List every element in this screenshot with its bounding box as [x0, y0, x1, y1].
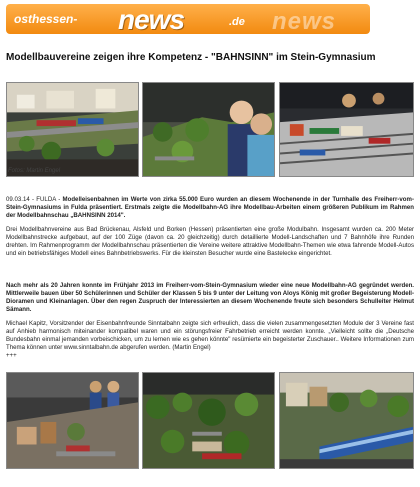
- article-lead-text: Modelleisenbahnen im Werte von zirka 55.000 Euro wurden an diesem Wochenende in der Turnhalle des Freiherr-vom-Stein-Gymnasiums in Fulda präsentiert. Erstmals zeigte die Modellbahn-AG ihre Modellbau-Arbeiten einem größeren Publikum im Rahmen der Modellbahnschau „BAHNSINN 2014".: [6, 196, 414, 219]
- logo-watermark: news: [272, 8, 337, 34]
- logo-tld: .de: [229, 16, 245, 28]
- photo-visitors-at-layout: [6, 372, 139, 469]
- site-logo[interactable]: [6, 4, 370, 34]
- article-paragraph-4: [6, 320, 414, 360]
- article-end-marker: +++: [6, 352, 17, 359]
- photo-model-railway-layout: [6, 82, 139, 177]
- photo-blue-train: [279, 372, 414, 469]
- article-dateline: 09.03.14 - FULDA -: [6, 196, 63, 203]
- article-paragraph-2: Drei Modellbahnvereine aus Bad Brückenau, Alsfeld und Borken (Hessen) präsentierten eine große Modulbahn. Insgesamt wurden ca. 200 Meter Modellbahnstrecke aufgebaut, auf der 100 Züge (davon ca. 20 gleichzeitig) durch detaillierte Modell-Landschaften und 7 Bahnhöfe ihre Runden drehten. Im Rahmenprogramm der Modellbahnschau präsentierten die Vereine weitere attraktive Modellbahn-Themen wie etwa fahrende Modell-Autos und ein betriebsfähiges Modell eines Bahnbetriebswerks. Für die kleinsten Besucher wurde eine Bastelecke eingerichtet.: [6, 226, 414, 257]
- article-title: Modellbauvereine zeigen ihre Kompetenz - "BAHNSINN" im Stein-Gymnasium: [6, 52, 376, 63]
- article-paragraph-1: [6, 196, 414, 220]
- photo-train-station-layout: [279, 82, 414, 177]
- logo-name: news: [118, 4, 185, 34]
- photo-boys-at-model: [142, 82, 275, 177]
- photo-forest-diorama: [142, 372, 275, 469]
- photo-credit: Fotos: Martin Engel: [8, 168, 61, 174]
- logo-prefix: osthessen-: [14, 12, 78, 26]
- article-paragraph-3: Nach mehr als 20 Jahren konnte im Frühjahr 2013 im Freiherr-vom-Stein-Gymnasium wieder eine neue Modellbahn-AG gegründet werden. Mittlerweile bauen über 50 Schülerinnen und Schüler der Klassen 5 bis 9 unter der Leitung von Aloys König mit großer Begeisterung Modell-Dioramen und Kleinanlagen. Über den regen Zuspruch der Interessierten an diesem Wochenende freute sich besonders Schulleiter Helmut Sämann.: [6, 282, 414, 313]
- article-paragraph-4-text: Michael Kapitz, Vorsitzender der Eisenbahnfreunde Sinntalbahn zeigte sich erfreulich, dass die vielen zusammengesetzten Module der 3 Vereine fast auf Anhieb harmonisch miteinander kompatibel waren und ein störungsfreier Fahrbetrieb erreicht werden konnte. „Vielleicht sollte die „Deutsche Bundesbahn einmal jemanden vorbeischicken, um zu lernen wie es gehen könnte" resümierte ein begeisterter Zuschauer.. Weitere Informationen zum Thema können unter www.sinntalbahn.de abgerufen werden. (Martin Engel): [6, 320, 414, 351]
- site-header: [0, 0, 420, 40]
